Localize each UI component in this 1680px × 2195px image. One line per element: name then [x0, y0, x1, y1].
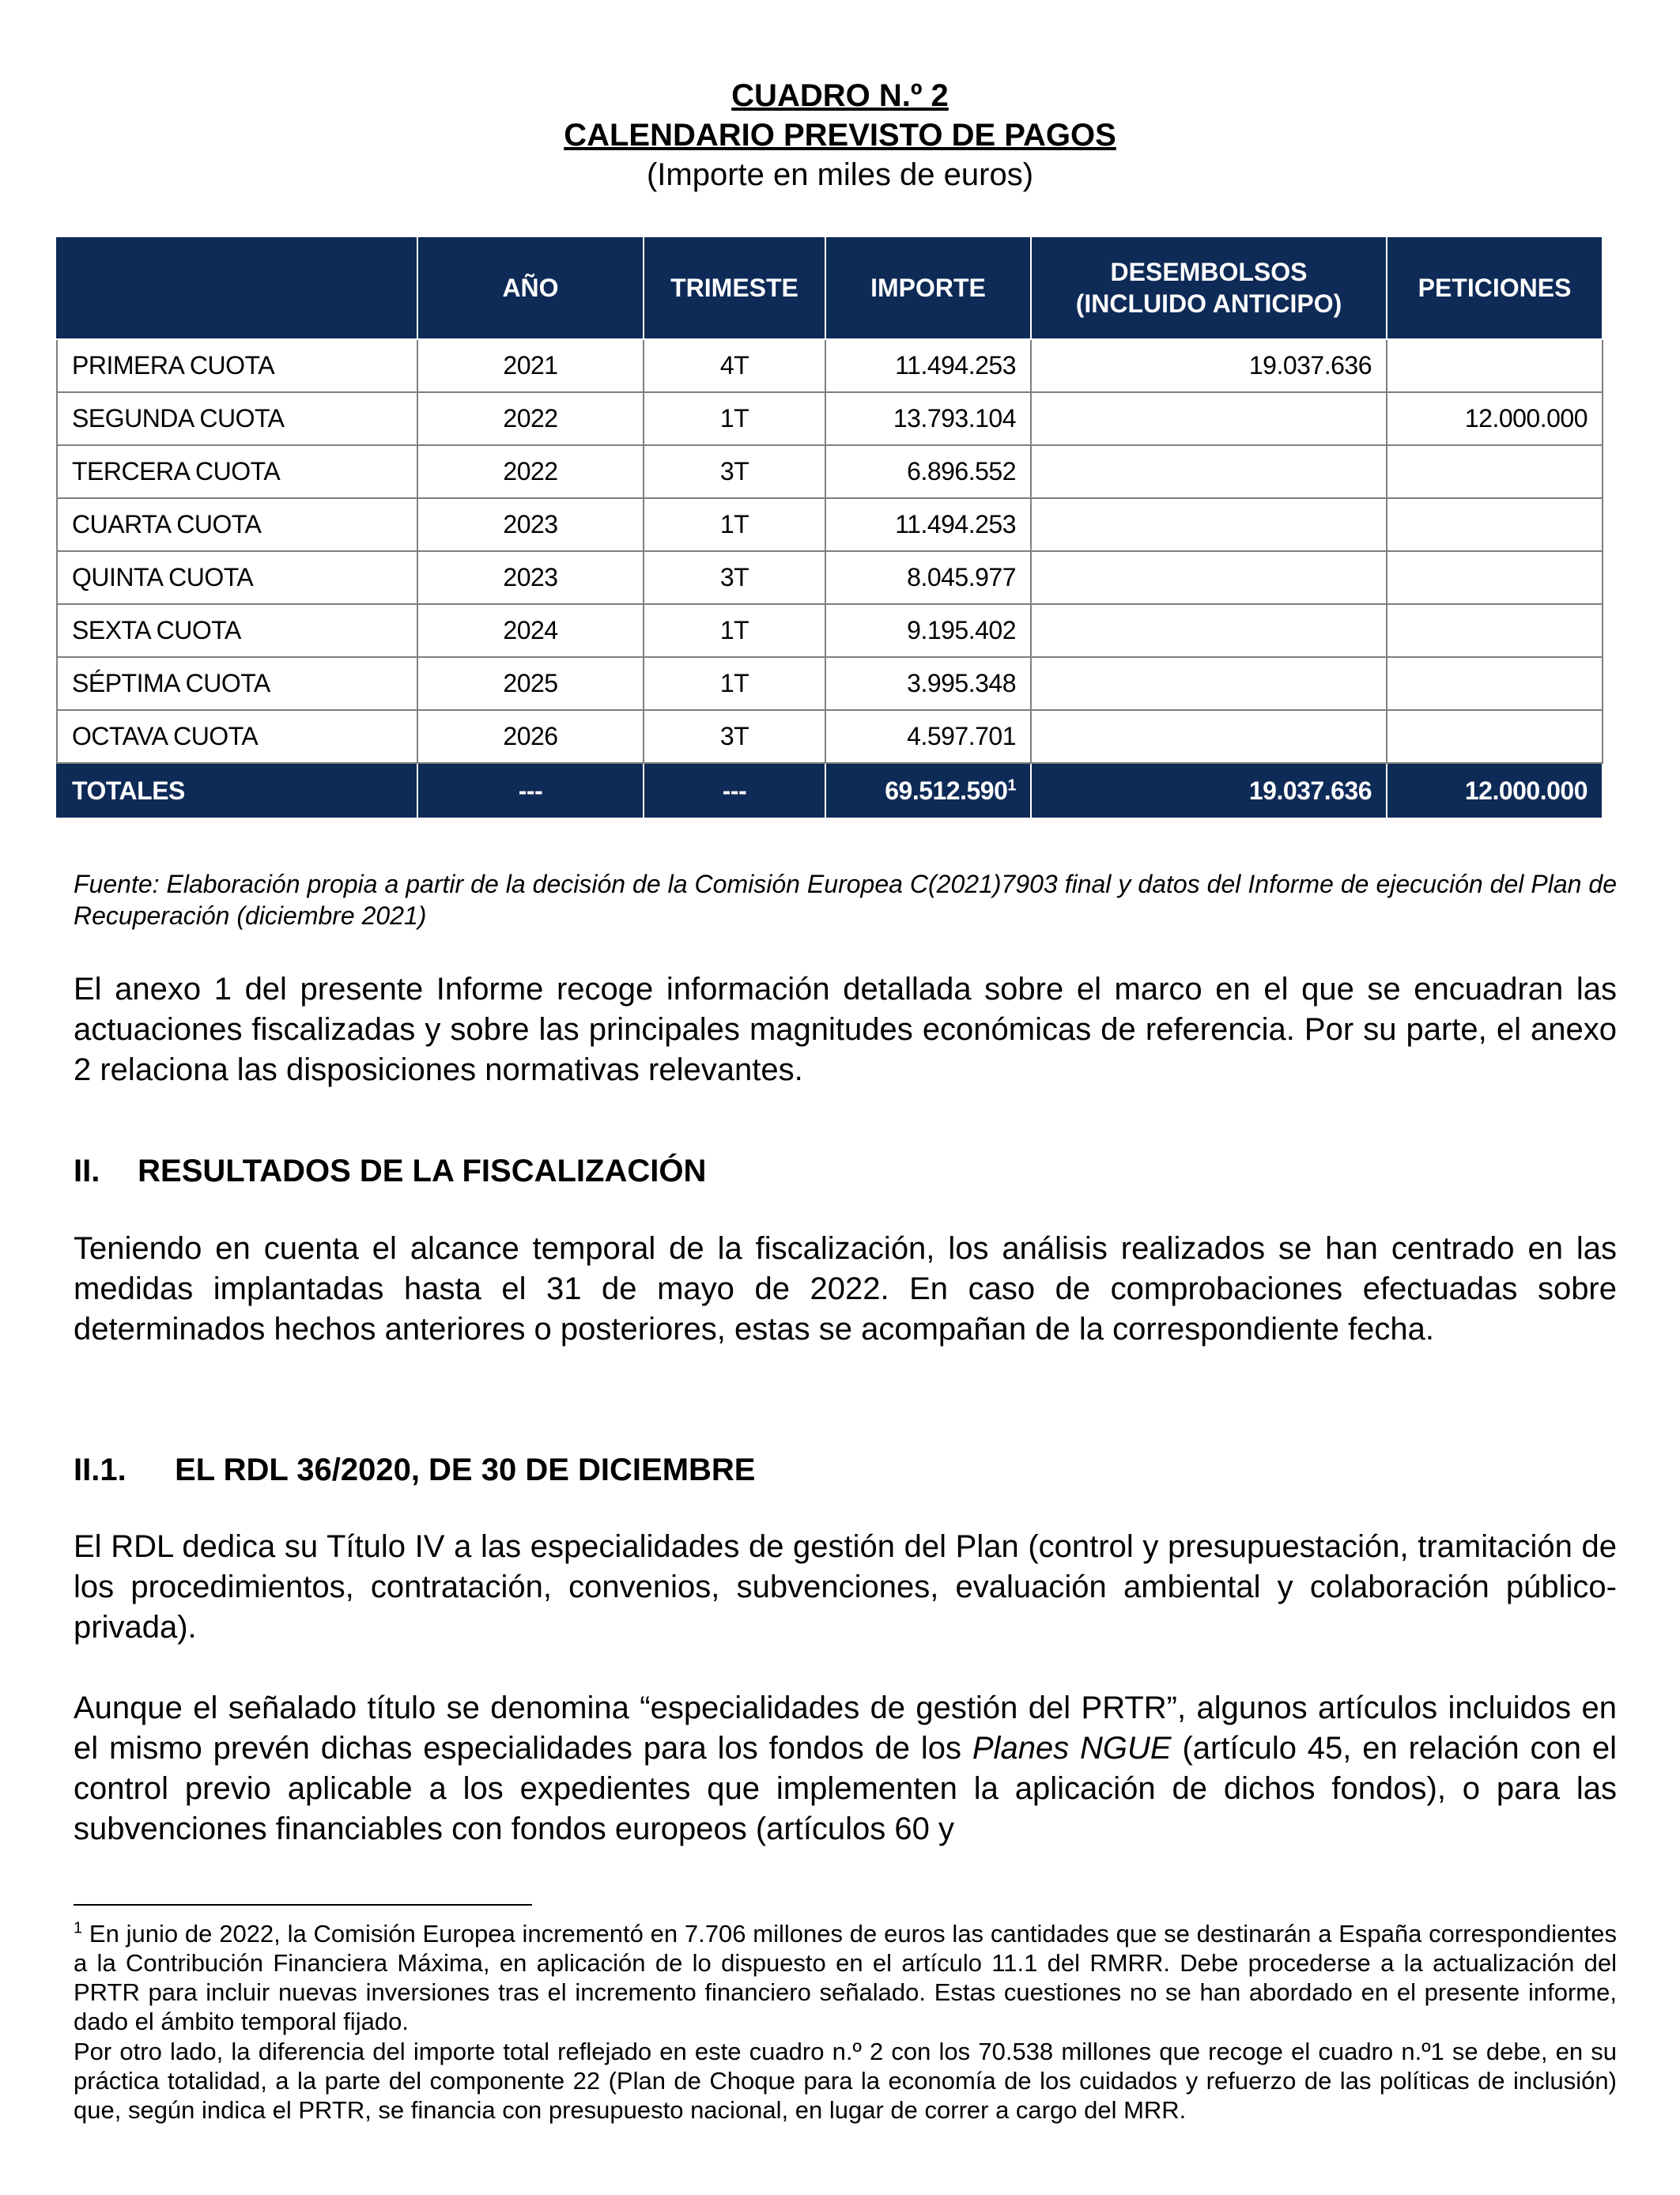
- paragraph-text-after: (artículo 45, en relación con el control previo aplicable a los expedientes que implementen la aplicación de dichos fondos), o para las subvenciones financiables con fondos europeos (artículos 60 y: [74, 1731, 1617, 1846]
- table-header-row: [57, 236, 1603, 339]
- footnote-marker: 1: [74, 1919, 83, 1937]
- row-requests: [1387, 604, 1603, 657]
- table-row: [57, 445, 1603, 498]
- totals-quarter: ---: [644, 763, 825, 818]
- row-requests: [1387, 445, 1603, 498]
- totals-label: TOTALES: [57, 763, 417, 818]
- subsection-title: EL RDL 36/2020, DE 30 DE DICIEMBRE: [175, 1453, 756, 1487]
- paragraph-text-before: Aunque el señalado título se denomina “especialidades de gestión del PRTR”, algunos artículos incluidos en el mismo prevén dichas especialidades para los fondos de los: [74, 1691, 1617, 1766]
- row-amount: 4.597.701: [825, 710, 1031, 763]
- row-year: 2024: [417, 604, 644, 657]
- subsection-heading-rdl: [74, 1450, 755, 1490]
- row-amount: 8.045.977: [825, 551, 1031, 604]
- row-amount: 13.793.104: [825, 392, 1031, 445]
- row-label: CUARTA CUOTA: [57, 498, 417, 551]
- row-requests: [1387, 657, 1603, 710]
- row-quarter: 1T: [644, 657, 825, 710]
- totals-amount: [825, 763, 1031, 818]
- table-row: [57, 604, 1603, 657]
- table-row: [57, 657, 1603, 710]
- row-year: 2021: [417, 339, 644, 392]
- section-title: RESULTADOS DE LA FISCALIZACIÓN: [138, 1154, 707, 1188]
- row-disbursements: [1031, 551, 1387, 604]
- plans-ngue-term: Planes NGUE: [972, 1731, 1172, 1766]
- row-year: 2025: [417, 657, 644, 710]
- paragraph-especialidades: [74, 1688, 1617, 1849]
- paragraph-rdl: El RDL dedica su Título IV a las especialidades de gestión del Plan (control y presupuestación, tramitación de los procedimientos, contratación, convenios, subvenciones, evaluación ambiental y colaboración público-privada).: [74, 1529, 1617, 1645]
- row-label: SEXTA CUOTA: [57, 604, 417, 657]
- row-label: SEGUNDA CUOTA: [57, 392, 417, 445]
- payment-schedule-table: [56, 236, 1603, 819]
- footnote-1-continued: Por otro lado, la diferencia del importe total reflejado en este cuadro n.º 2 con los 70.538 millones que recoge el cuadro n.º1 se debe, en su práctica totalidad, a la parte del componente 22 (Plan de Choque para la economía de los cuidados y refuerzo de las políticas de inclusión) que, según indica el PRTR, se financia con presupuesto nacional, en lugar de correr a cargo del MRR.: [74, 2038, 1617, 2124]
- totals-requests: 12.000.000: [1387, 763, 1603, 818]
- totals-row: [57, 763, 1603, 818]
- row-requests: 12.000.000: [1387, 392, 1603, 445]
- table-row: [57, 498, 1603, 551]
- row-amount: 9.195.402: [825, 604, 1031, 657]
- section-heading-results: [74, 1151, 706, 1191]
- row-year: 2023: [417, 551, 644, 604]
- table-source-note: Fuente: Elaboración propia a partir de la decisión de la Comisión Europea C(2021)7903 final y datos del Informe de ejecución del Plan de Recuperación (diciembre 2021): [74, 870, 1617, 930]
- header-disbursements: [1031, 236, 1387, 339]
- row-disbursements: [1031, 710, 1387, 763]
- row-label: QUINTA CUOTA: [57, 551, 417, 604]
- table-subtitle: (Importe en miles de euros): [646, 157, 1034, 192]
- row-requests: [1387, 498, 1603, 551]
- row-requests: [1387, 710, 1603, 763]
- footnote-text: En junio de 2022, la Comisión Europea incrementó en 7.706 millones de euros las cantidades que se destinarán a España correspondientes a la Contribución Financiera Máxima, en aplicación de lo dispuesto en el artículo 11.1 del RMRR. Debe procederse a la actualización del PRTR para incluir nuevas inversiones tras el incremento financiero señalado. Estas cuestiones no se han abordado en el presente informe, dado el ámbito temporal fijado.: [74, 1920, 1617, 2035]
- table-title-block: [0, 76, 1680, 195]
- row-year: 2026: [417, 710, 644, 763]
- row-label: OCTAVA CUOTA: [57, 710, 417, 763]
- row-label: PRIMERA CUOTA: [57, 339, 417, 392]
- table-row: [57, 339, 1603, 392]
- subsection-number: II.1.: [74, 1453, 126, 1487]
- row-disbursements: [1031, 604, 1387, 657]
- totals-disbursements: 19.037.636: [1031, 763, 1387, 818]
- row-requests: [1387, 339, 1603, 392]
- footnote-ref[interactable]: 1: [1007, 776, 1016, 794]
- table-title: CALENDARIO PREVISTO DE PAGOS: [564, 118, 1116, 153]
- row-requests: [1387, 551, 1603, 604]
- table-row: [57, 392, 1603, 445]
- row-label: SÉPTIMA CUOTA: [57, 657, 417, 710]
- section-number: II.: [74, 1154, 100, 1188]
- totals-year: ---: [417, 763, 644, 818]
- paragraph-annexes: El anexo 1 del presente Informe recoge información detallada sobre el marco en el que se encuadran las actuaciones fiscalizadas y sobre las principales magnitudes económicas de referencia. Por su parte, el anexo 2 relaciona las disposiciones normativas relevantes.: [74, 972, 1617, 1087]
- row-quarter: 1T: [644, 604, 825, 657]
- footnote-divider: [74, 1904, 532, 1906]
- totals-amount-value: 69.512.590: [885, 776, 1008, 805]
- row-year: 2022: [417, 445, 644, 498]
- row-quarter: 1T: [644, 392, 825, 445]
- header-amount: IMPORTE: [825, 236, 1031, 339]
- header-disbursements-line2: (INCLUIDO ANTICIPO): [1075, 289, 1342, 318]
- row-quarter: 3T: [644, 445, 825, 498]
- row-disbursements: [1031, 392, 1387, 445]
- row-year: 2022: [417, 392, 644, 445]
- table-row: [57, 710, 1603, 763]
- header-blank: [57, 236, 417, 339]
- row-disbursements: [1031, 445, 1387, 498]
- row-disbursements: [1031, 657, 1387, 710]
- paragraph-scope: Teniendo en cuenta el alcance temporal de la fiscalización, los análisis realizados se han centrado en las medidas implantadas hasta el 31 de mayo de 2022. En caso de comprobaciones efectuadas sobre determinados hechos anteriores o posteriores, estas se acompañan de la correspondiente fecha.: [74, 1231, 1617, 1347]
- row-quarter: 3T: [644, 551, 825, 604]
- row-quarter: 1T: [644, 498, 825, 551]
- row-quarter: 3T: [644, 710, 825, 763]
- row-year: 2023: [417, 498, 644, 551]
- header-disbursements-line1: DESEMBOLSOS: [1110, 258, 1308, 286]
- row-label: TERCERA CUOTA: [57, 445, 417, 498]
- header-quarter: TRIMESTE: [644, 236, 825, 339]
- footnote-1: [74, 1919, 1617, 2036]
- row-disbursements: [1031, 498, 1387, 551]
- table-row: [57, 551, 1603, 604]
- row-quarter: 4T: [644, 339, 825, 392]
- header-requests: PETICIONES: [1387, 236, 1603, 339]
- row-disbursements: 19.037.636: [1031, 339, 1387, 392]
- table-number: CUADRO N.º 2: [731, 78, 949, 113]
- row-amount: 11.494.253: [825, 339, 1031, 392]
- row-amount: 11.494.253: [825, 498, 1031, 551]
- row-amount: 3.995.348: [825, 657, 1031, 710]
- row-amount: 6.896.552: [825, 445, 1031, 498]
- header-year: AÑO: [417, 236, 644, 339]
